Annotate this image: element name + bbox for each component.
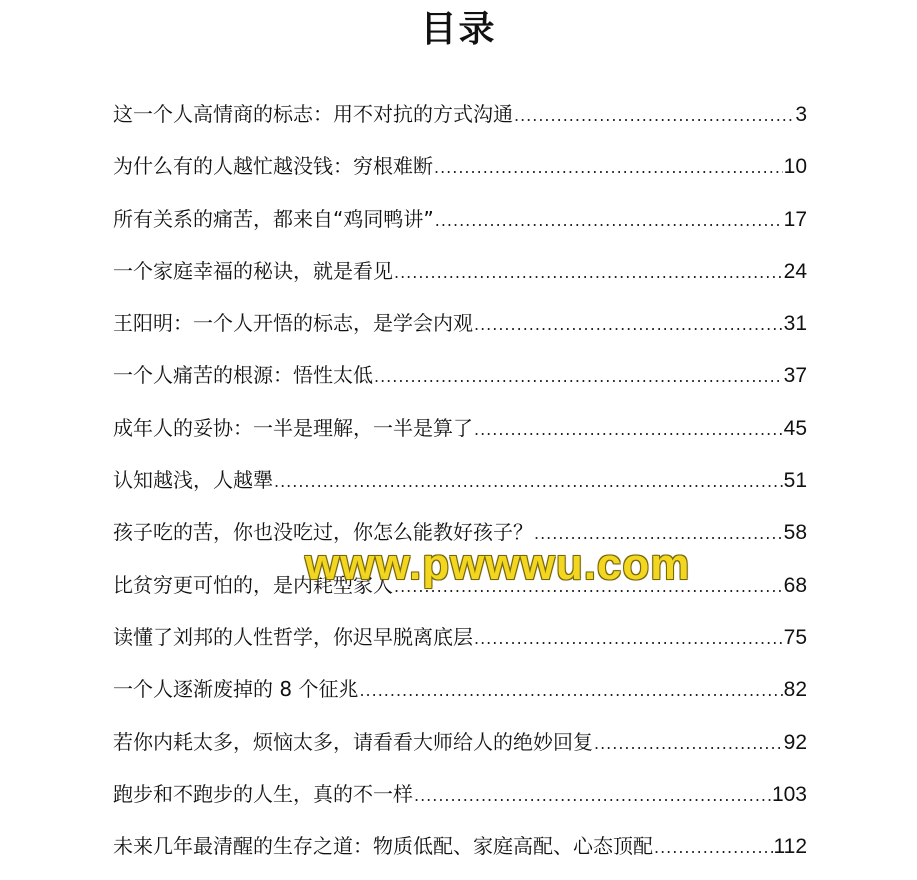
toc-entry[interactable] [113, 828, 807, 880]
toc-leader-dots [474, 307, 783, 343]
toc-entry[interactable] [113, 148, 807, 200]
toc-entry-page: 17 [783, 207, 807, 231]
toc-entry[interactable] [113, 462, 807, 514]
toc-entry[interactable] [113, 619, 807, 671]
toc-entry-title: 为什么有的人越忙越没钱：穷根难断 [113, 154, 433, 179]
toc-entry-page: 58 [783, 521, 807, 545]
toc-entry-title: 这一个人高情商的标志：用不对抗的方式沟通 [113, 102, 513, 126]
toc-entry[interactable] [113, 410, 807, 462]
toc-entry-page: 3 [795, 103, 807, 126]
toc-leader-dots [594, 726, 783, 762]
toc-entry-title: 读懂了刘邦的人性哲学，你迟早脱离底层 [113, 624, 473, 649]
toc-leader-dots [359, 673, 782, 709]
toc-entry-title: 跑步和不跑步的人生，真的不一样 [113, 781, 413, 806]
toc-entry-title: 比贫穷更可怕的，是内耗型家人 [113, 572, 393, 597]
toc-entry-title: 未来几年最清醒的生存之道：物质低配、家庭高配、心态顶配 [113, 834, 653, 859]
toc-entry-page: 68 [783, 573, 807, 597]
toc-leader-dots [414, 778, 771, 814]
toc-entry[interactable] [113, 776, 807, 828]
toc-entry-title: 孩子吃的苦，你也没吃过，你怎么能教好孩子？ [113, 520, 533, 545]
watermark-text: www.pwwwu.com [305, 540, 691, 589]
toc-leader-dots [394, 255, 783, 291]
toc-entry[interactable] [113, 724, 807, 776]
toc-leader-dots [435, 203, 783, 239]
toc-entry-page: 51 [783, 469, 807, 493]
toc-entry[interactable] [113, 253, 807, 305]
toc-leader-dots [474, 621, 783, 657]
toc-leader-dots [274, 464, 783, 500]
toc-entry-title: 王阳明：一个人开悟的标志，是学会内观 [113, 311, 473, 336]
toc-entry-page: 75 [783, 625, 807, 649]
toc-entry-page: 37 [783, 364, 807, 388]
toc-entry-title: 所有关系的痛苦，都来自“鸡同鸭讲” [113, 206, 434, 231]
toc-leader-dots [514, 98, 794, 134]
toc-leader-dots [654, 830, 773, 866]
toc-entry-title: 认知越浅，人越犟 [113, 468, 273, 493]
toc-leader-dots [434, 150, 783, 186]
toc-leader-dots [474, 412, 783, 448]
toc-entry-title: 一个人痛苦的根源：悟性太低 [113, 363, 373, 388]
toc-entry[interactable] [113, 201, 807, 253]
toc-entry-title: 一个人逐渐废掉的 8 个征兆 [113, 677, 359, 702]
toc-entry-page: 112 [773, 835, 807, 859]
toc-entry-title: 若你内耗太多，烦恼太多，请看看大师给人的绝妙回复 [113, 729, 593, 754]
toc-leader-dots [374, 359, 783, 395]
page-title: 目录 [420, 9, 497, 50]
toc-entry-page: 45 [783, 416, 807, 440]
toc-entry-page: 92 [783, 730, 807, 754]
toc-entry-page: 10 [783, 155, 807, 179]
toc-entry[interactable] [113, 96, 807, 148]
toc-entry[interactable] [113, 357, 807, 409]
toc-entry-page: 24 [783, 259, 807, 283]
toc-entry-title: 一个家庭幸福的秘诀，就是看见 [113, 258, 393, 283]
toc-entry[interactable] [113, 305, 807, 357]
toc-entry[interactable] [113, 671, 807, 723]
toc-entry-page: 103 [771, 782, 807, 806]
table-of-contents [113, 96, 807, 880]
toc-entry-title: 成年人的妥协：一半是理解，一半是算了 [113, 415, 473, 440]
toc-entry-page: 82 [783, 678, 807, 702]
toc-entry-page: 31 [783, 312, 807, 336]
